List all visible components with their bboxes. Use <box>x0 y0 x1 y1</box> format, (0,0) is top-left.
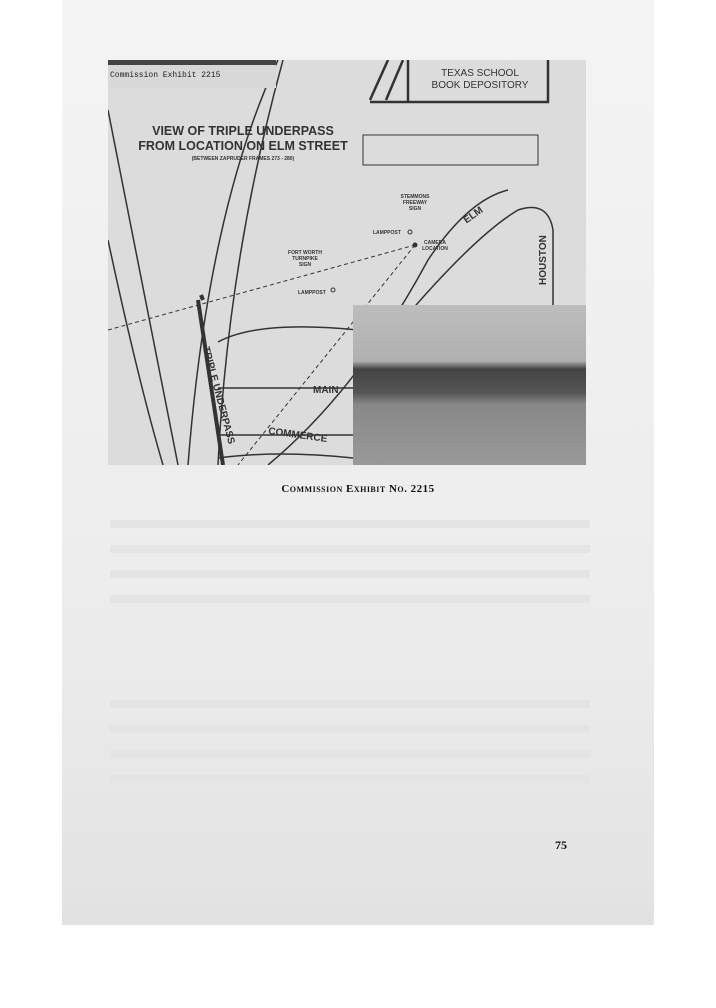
bleed-through <box>110 775 590 783</box>
page-number: 75 <box>555 838 567 852</box>
commerce-street-label: COMMERCE <box>267 425 328 446</box>
main-street-label: MAIN <box>313 385 339 396</box>
bleed-through <box>110 570 590 578</box>
camera-location-label: CAMERA LOCATION <box>422 240 448 252</box>
fort-worth-sign-label: FORT WORTH TURNPIKE SIGN <box>288 250 322 268</box>
stemmons-sign-label: STEMMONS FREEWAY SIGN <box>400 194 430 212</box>
underpass-photograph <box>353 305 586 465</box>
exhibit-tag: Commission Exhibit 2215 <box>108 60 276 88</box>
elm-street-label: ELM <box>461 204 486 227</box>
building-label: TEXAS SCHOOL BOOK DEPOSITORY <box>431 68 529 91</box>
triple-underpass-label: TRIPLE UNDERPASS <box>199 345 237 446</box>
exhibit-map <box>108 60 586 465</box>
bleed-through <box>110 595 590 603</box>
houston-street-label: HOUSTON <box>538 235 549 285</box>
map-title-line1: VIEW OF TRIPLE UNDERPASS <box>152 124 334 138</box>
map-title-line2: FROM LOCATION ON ELM STREET <box>138 139 348 153</box>
lamppost-label: LAMPPOST <box>298 290 326 296</box>
map-subtitle: (BETWEEN ZAPRUDER FRAMES 273 - 280) <box>191 156 295 162</box>
map-title <box>128 124 358 154</box>
bleed-through <box>110 700 590 708</box>
bleed-through <box>110 545 590 553</box>
bleed-through <box>110 520 590 528</box>
bleed-through <box>110 750 590 758</box>
exhibit-caption: Commission Exhibit No. 2215 <box>281 483 435 495</box>
bleed-through <box>110 725 590 733</box>
lamppost-label: LAMPPOST <box>373 230 401 236</box>
